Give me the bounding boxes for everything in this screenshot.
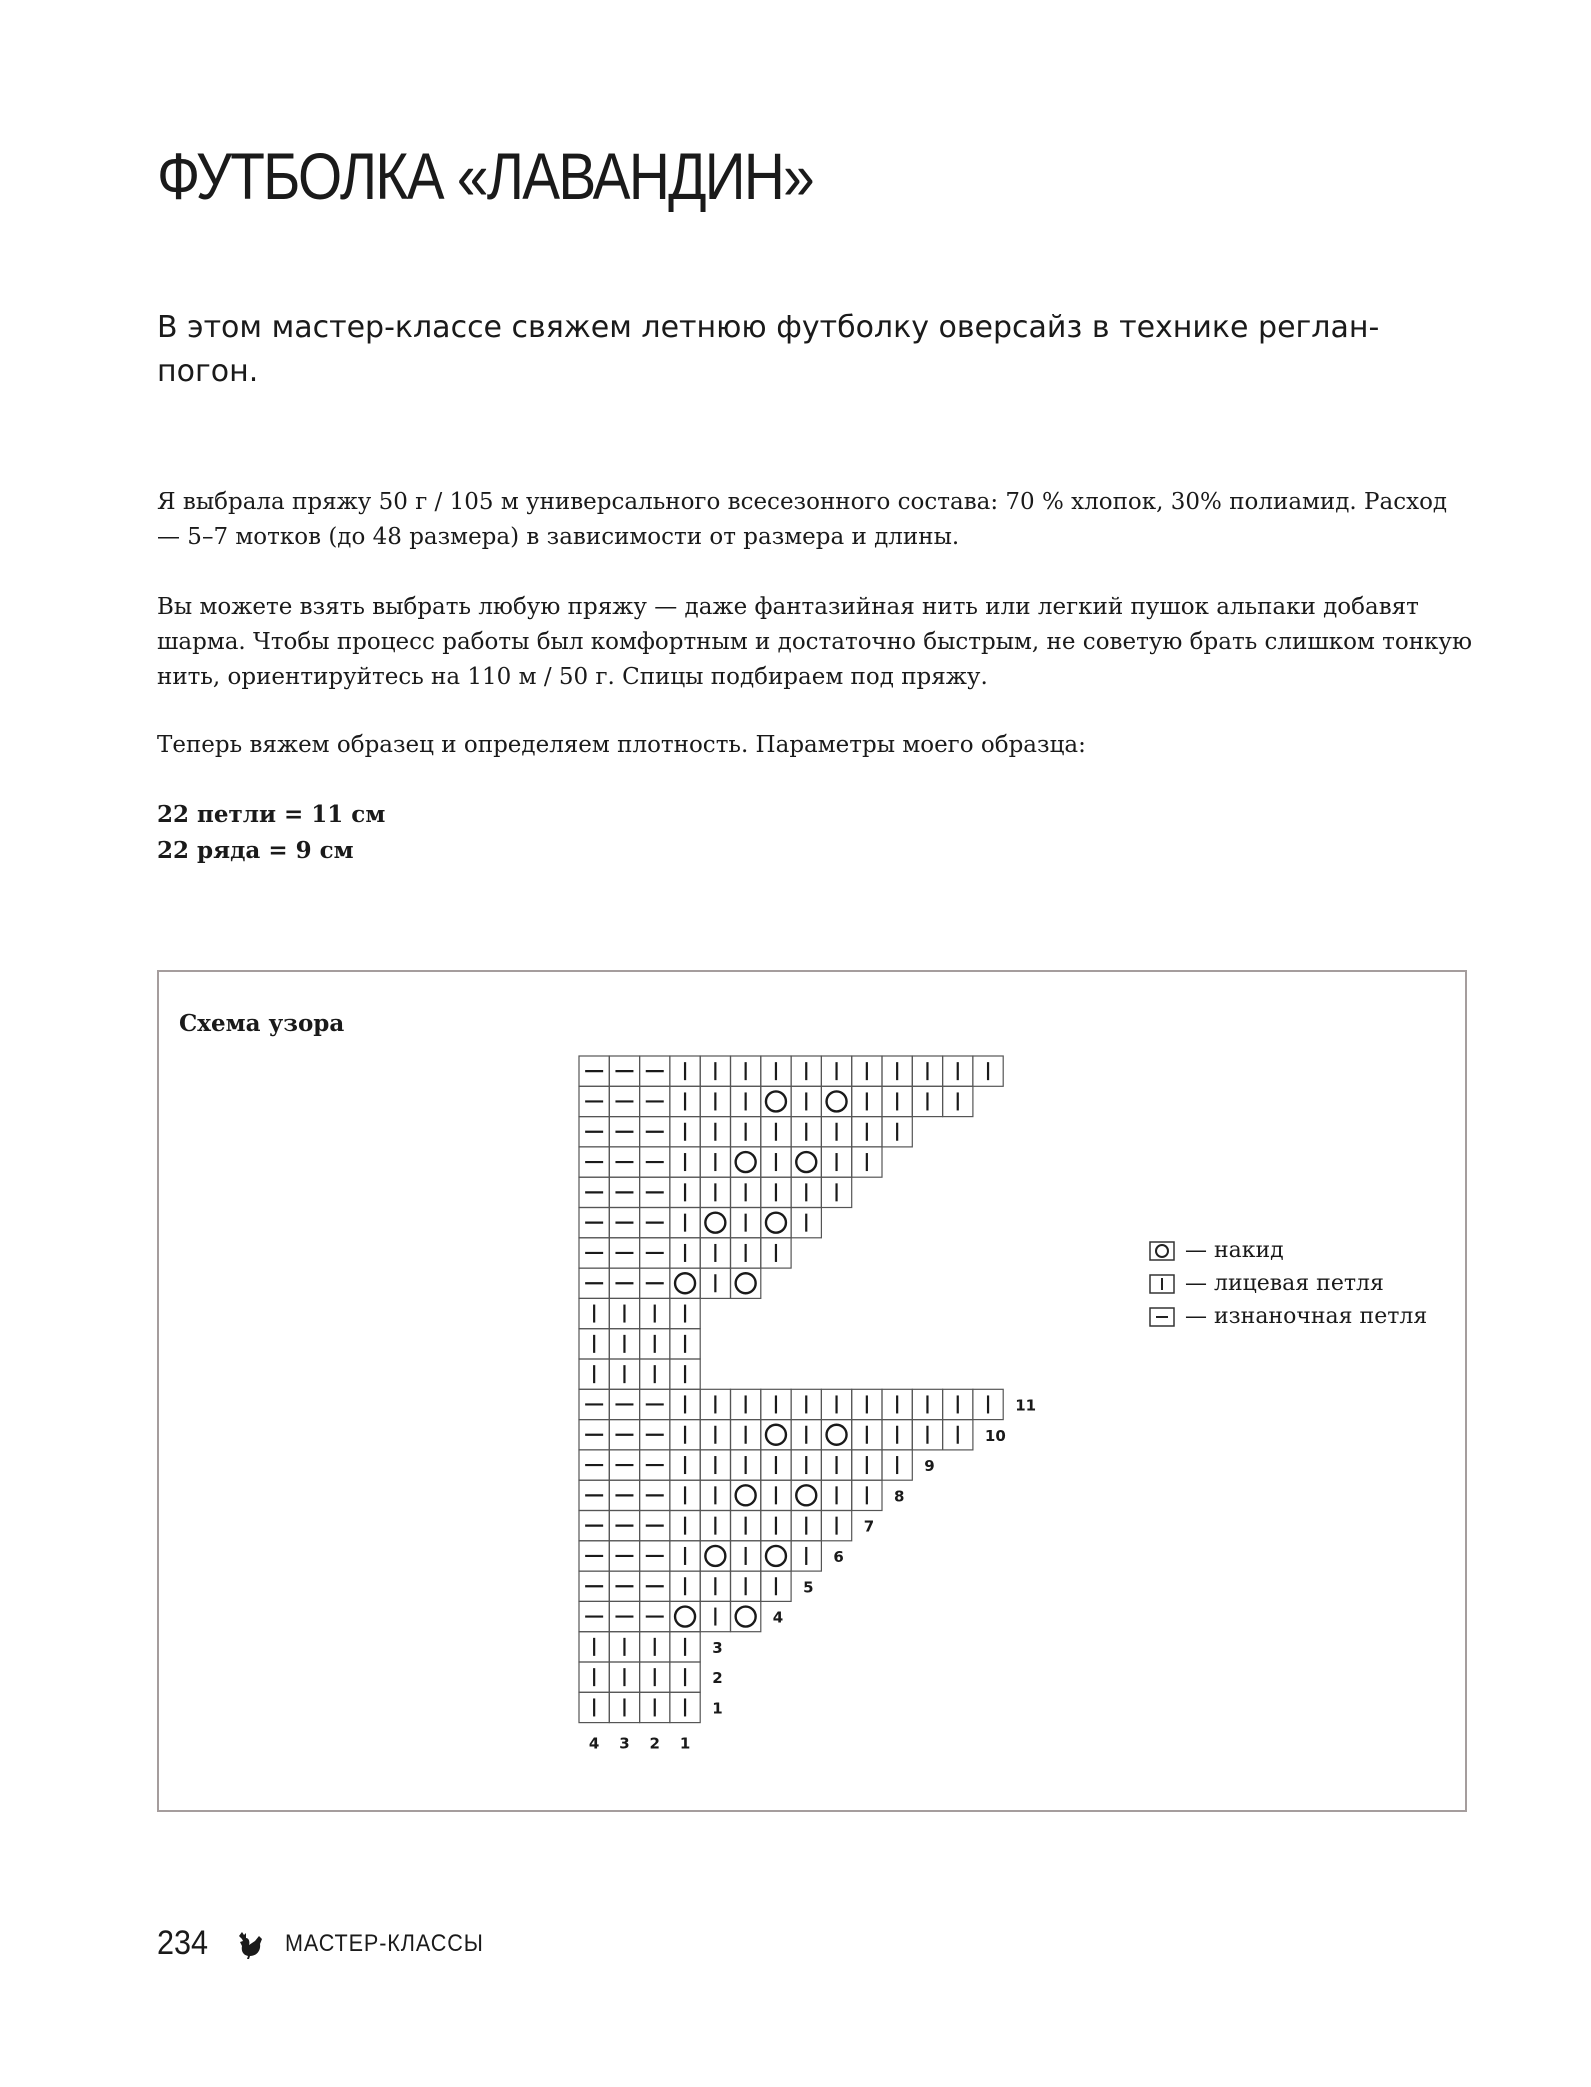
page-footer (157, 1924, 506, 1963)
yarn-over-symbol (705, 1546, 725, 1566)
yarn-over-symbol (766, 1546, 786, 1566)
row-number-label: 9 (924, 1457, 935, 1476)
legend-label-yarn-over: — накид (1185, 1238, 1284, 1263)
yarn-over-symbol (766, 1213, 786, 1233)
yarn-over-symbol (796, 1485, 816, 1505)
yarn-over-symbol (796, 1152, 816, 1172)
yarn-choice-paragraph: Вы можете взять выбрать любую пряжу — даже фантазийная нить или легкий пушок альпаки добавят шарма. Чтобы процесс работы был комфортным и достаточно быстрым, не советую брать слишком тонкую нить, ориентируйтесь на 110 м / 50 г. Спицы подбираем под пряжу. (157, 594, 1472, 690)
yarn-over-symbol (827, 1425, 847, 1445)
chart-title: Схема узора (179, 1010, 345, 1037)
yarn-over-symbol (675, 1607, 695, 1627)
pattern-chart-box (157, 970, 1467, 1812)
section-title: МАСТЕР-КЛАССЫ (285, 1929, 484, 1957)
knit-stitch-symbol-icon (1149, 1274, 1175, 1294)
legend-label-knit: — лицевая петля (1185, 1271, 1384, 1296)
row-number-label: 6 (833, 1547, 844, 1566)
yarn-over-symbol (827, 1091, 847, 1111)
row-number-label: 1 (712, 1699, 723, 1718)
row-number-label: 10 (984, 1426, 1006, 1445)
yarn-over-symbol (766, 1425, 786, 1445)
chart-legend (1149, 1234, 1427, 1333)
column-number-label: 4 (588, 1734, 600, 1753)
legend-item-knit (1149, 1267, 1427, 1300)
yarn-over-symbol (736, 1485, 756, 1505)
yarn-over-symbol (736, 1607, 756, 1627)
lead-paragraph: В этом мастер-классе свяжем летнюю футболку оверсайз в технике реглан-погон. (157, 310, 1380, 389)
legend-item-yarn-over (1149, 1234, 1427, 1267)
row-number-label: 5 (803, 1578, 814, 1597)
gauge-intro-paragraph: Теперь вяжем образец и определяем плотность. Параметры моего образца: (157, 732, 1086, 758)
gauge-stitches: 22 петли = 11 см (157, 801, 386, 828)
row-number-label: 4 (772, 1608, 784, 1627)
hen-icon (233, 1927, 267, 1961)
page-number: 234 (157, 1924, 209, 1962)
yarn-over-symbol (705, 1213, 725, 1233)
yarn-over-symbol-icon (1149, 1241, 1175, 1261)
gauge-rows: 22 ряда = 9 см (157, 837, 354, 864)
purl-stitch-symbol-icon (1149, 1307, 1175, 1327)
row-number-label: 3 (712, 1638, 723, 1657)
column-number-label: 2 (649, 1734, 660, 1753)
row-number-label: 7 (863, 1517, 875, 1536)
legend-item-purl (1149, 1300, 1427, 1333)
yarn-over-symbol (766, 1091, 786, 1111)
row-number-label: 2 (712, 1669, 723, 1688)
row-number-label: 11 (1015, 1396, 1037, 1415)
gauge-values (157, 797, 385, 869)
column-number-label: 3 (619, 1734, 630, 1753)
pattern-chart (159, 972, 1465, 1810)
legend-label-purl: — изнаночная петля (1185, 1304, 1428, 1329)
yarn-paragraph: Я выбрала пряжу 50 г / 105 м универсального всесезонного состава: 70 % хлопок, 30% полиамид. Расход — 5–7 мотков (до 48 размера) в зависимости от размера и длины. (157, 489, 1448, 550)
row-number-label: 8 (894, 1487, 905, 1506)
yarn-over-symbol (736, 1273, 756, 1293)
page-title: ФУТБОЛКА «ЛАВАНДИН» (157, 139, 814, 213)
yarn-over-symbol (736, 1152, 756, 1172)
column-number-label: 1 (679, 1734, 691, 1753)
yarn-over-symbol (675, 1273, 695, 1293)
